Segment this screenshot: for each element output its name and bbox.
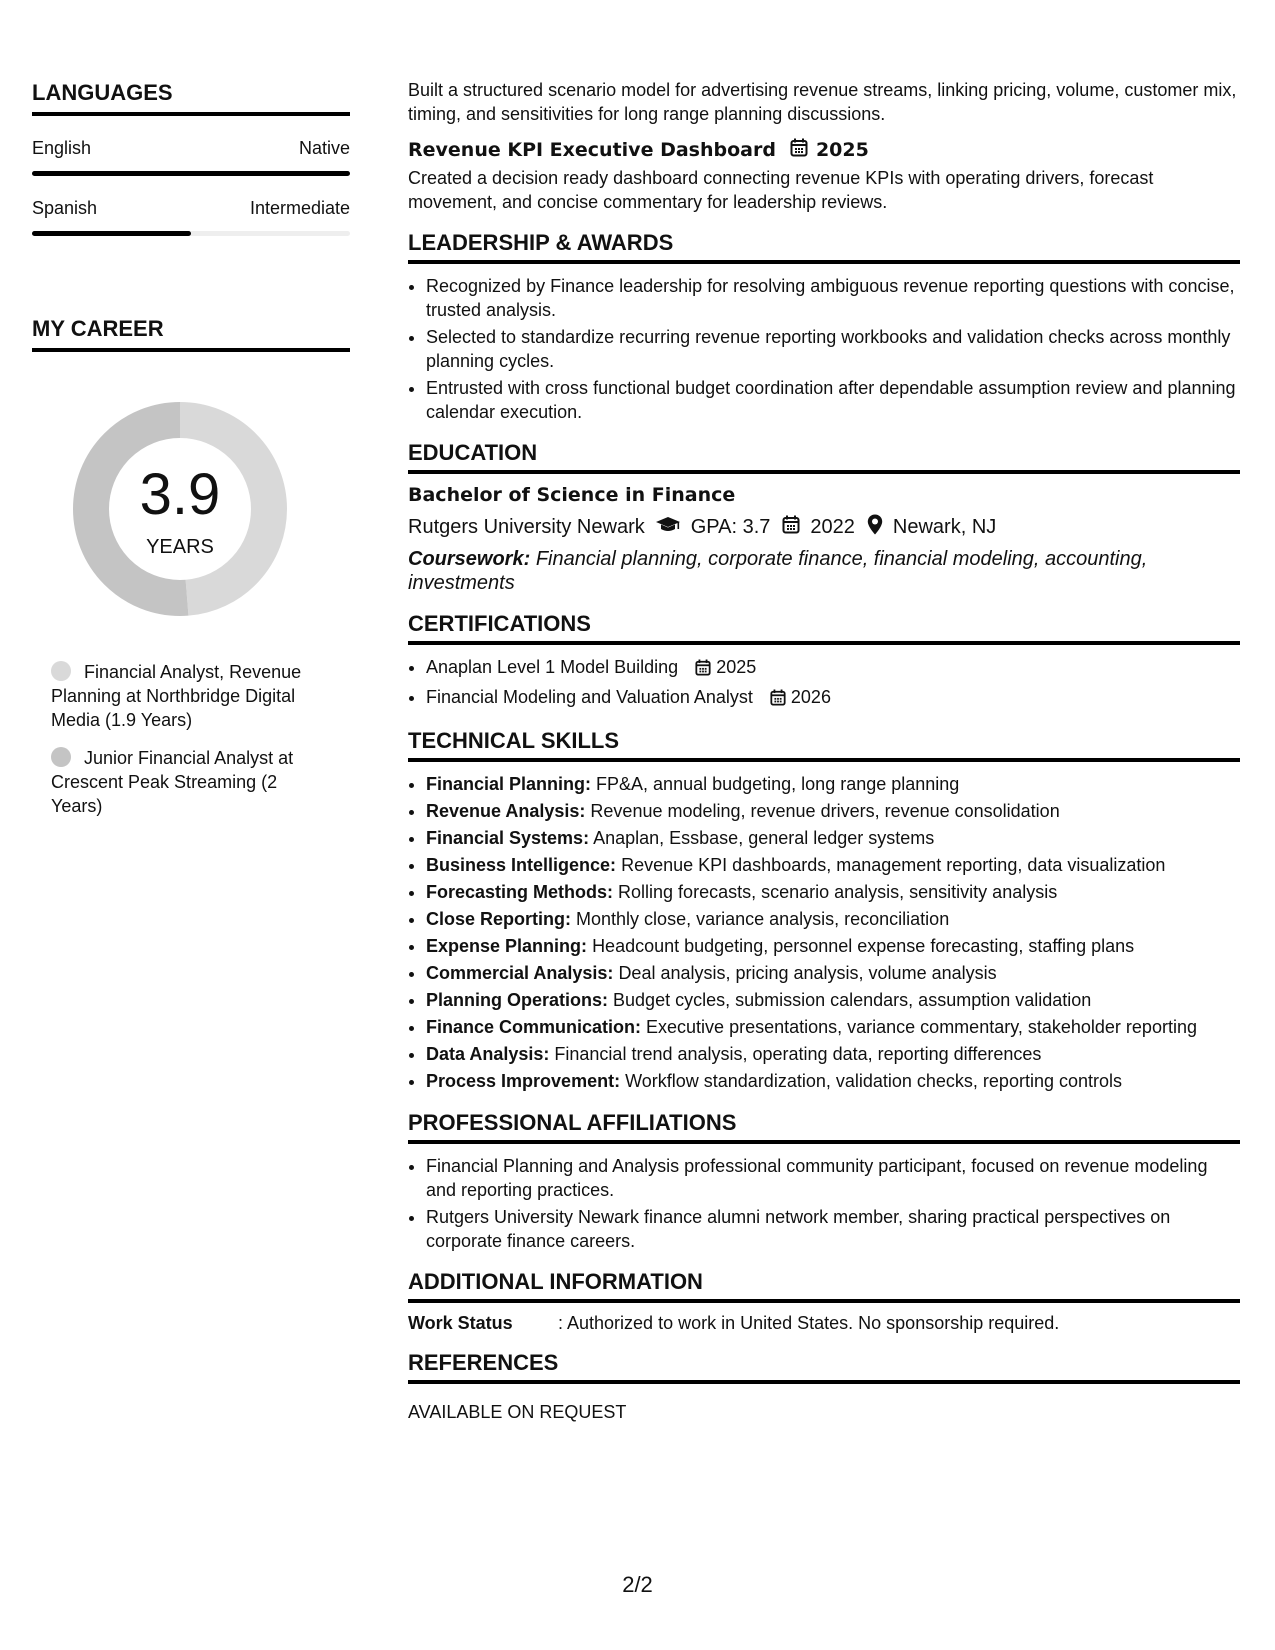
skill-value: FP&A, annual budgeting, long range planning: [596, 774, 960, 794]
skill-label: Business Intelligence:: [426, 855, 617, 875]
main-content: [408, 78, 1240, 1423]
skill-item: [426, 826, 1240, 851]
sidebar: [32, 80, 350, 832]
career-years-unit: YEARS: [146, 536, 214, 558]
skill-item: [426, 853, 1240, 878]
career-donut-chart: [65, 394, 295, 624]
education-details: [408, 514, 1240, 541]
leadership-list: [408, 274, 1240, 424]
project-description: Created a decision ready dashboard connecting revenue KPIs with operating drivers, forecast movement, and concise commentary for leadership reviews.: [408, 168, 1154, 212]
language-proficiency-bar: [32, 171, 350, 176]
skill-label: Commercial Analysis:: [426, 963, 614, 983]
career-legend: [51, 660, 350, 818]
skill-label: Finance Communication:: [426, 1017, 642, 1037]
skill-label: Forecasting Methods:: [426, 882, 614, 902]
skill-item: [426, 799, 1240, 824]
work-status-value: : Authorized to work in United States. No sponsorship required.: [558, 1313, 1060, 1333]
list-item: • Selected to standardize recurring revenue reporting workbooks and validation checks across monthly planning cycles.: [426, 325, 1240, 373]
project-description: Built a structured scenario model for advertising revenue streams, linking pricing, volume, customer mix, timing, and sensitivities for long range planning discussions.: [408, 80, 1237, 124]
list-item: [426, 655, 1240, 682]
language-level: Intermediate: [249, 198, 350, 218]
skill-item: [426, 880, 1240, 905]
certifications-heading: CERTIFICATIONS: [408, 611, 1240, 645]
gpa: GPA: 3.7: [690, 516, 771, 538]
skill-value: Workflow standardization, validation checks, reporting controls: [625, 1071, 1123, 1091]
skill-value: Financial trend analysis, operating data, reporting differences: [554, 1044, 1042, 1064]
certification-year: 2025: [716, 657, 757, 677]
skill-value: Executive presentations, variance commentary, stakeholder reporting: [646, 1017, 1197, 1037]
references-heading: REFERENCES: [408, 1350, 1240, 1384]
coursework: [408, 547, 1240, 595]
project-year: 2025: [815, 139, 869, 161]
graduation-cap-icon: [655, 516, 681, 540]
school-name: Rutgers University Newark: [408, 516, 645, 538]
degree-title: Bachelor of Science in Finance: [408, 484, 736, 506]
calendar-icon: [770, 688, 786, 712]
skill-value: Budget cycles, submission calendars, assumption validation: [613, 990, 1092, 1010]
skill-item: [426, 772, 1240, 797]
skill-value: Revenue modeling, revenue drivers, revenue consolidation: [590, 801, 1060, 821]
school-location: Newark, NJ: [892, 516, 997, 538]
skill-item: [426, 961, 1240, 986]
additional-info-heading: ADDITIONAL INFORMATION: [408, 1269, 1240, 1303]
language-proficiency-fill: [32, 231, 191, 236]
certification-year: 2026: [790, 687, 831, 707]
list-item: • Financial Planning and Analysis professional community participant, focused on revenue modeling and reporting practices.: [426, 1154, 1240, 1202]
work-status-label: Work Status: [408, 1313, 513, 1333]
language-proficiency-bar: [32, 231, 350, 236]
career-role: Junior Financial Analyst at Crescent Peak Streaming (2 Years): [51, 748, 294, 816]
list-item: • Entrusted with cross functional budget coordination after dependable assumption review and planning calendar execution.: [426, 376, 1240, 424]
calendar-icon: [790, 138, 808, 162]
skill-item: [426, 907, 1240, 932]
skill-label: Expense Planning:: [426, 936, 588, 956]
project-title-row: [408, 138, 1240, 162]
language-name: English: [32, 138, 92, 158]
calendar-icon: [782, 515, 800, 540]
list-item: • Recognized by Finance leadership for resolving ambiguous revenue reporting questions with concise, trusted analysis.: [426, 274, 1240, 322]
skill-item: [426, 1069, 1240, 1094]
skill-label: Close Reporting:: [426, 909, 572, 929]
leadership-heading: LEADERSHIP & AWARDS: [408, 230, 1240, 264]
career-legend-item: [51, 660, 321, 732]
career-legend-item: [51, 746, 321, 818]
skills-list: [408, 772, 1240, 1094]
skill-item: [426, 1042, 1240, 1067]
certification-name: Financial Modeling and Valuation Analyst: [426, 687, 753, 707]
career-heading: MY CAREER: [32, 316, 350, 352]
certifications-list: [408, 655, 1240, 712]
work-status-row: [408, 1313, 1240, 1334]
skill-label: Planning Operations:: [426, 990, 609, 1010]
language-level: Native: [298, 138, 350, 158]
references-text: AVAILABLE ON REQUEST: [408, 1402, 627, 1422]
skill-label: Revenue Analysis:: [426, 801, 586, 821]
skill-label: Process Improvement:: [426, 1071, 621, 1091]
skill-value: Revenue KPI dashboards, management reporting, data visualization: [621, 855, 1166, 875]
skill-value: Headcount budgeting, personnel expense forecasting, staffing plans: [592, 936, 1135, 956]
coursework-text: Financial planning, corporate finance, financial modeling, accounting, investments: [408, 548, 1148, 594]
languages-heading: LANGUAGES: [32, 80, 350, 116]
certification-name: Anaplan Level 1 Model Building: [426, 657, 679, 677]
skill-value: Rolling forecasts, scenario analysis, sensitivity analysis: [618, 882, 1058, 902]
skills-heading: TECHNICAL SKILLS: [408, 728, 1240, 762]
language-proficiency-fill: [32, 171, 350, 176]
skill-value: Anaplan, Essbase, general ledger systems: [593, 828, 935, 848]
list-item: [426, 685, 1240, 712]
career-role: Financial Analyst, Revenue Planning at Northbridge Digital Media (1.9 Years): [51, 662, 302, 730]
affiliations-list: [408, 1154, 1240, 1253]
education-heading: EDUCATION: [408, 440, 1240, 474]
skill-label: Data Analysis:: [426, 1044, 550, 1064]
project-title: Revenue KPI Executive Dashboard: [408, 139, 776, 161]
legend-dot: [51, 661, 71, 681]
legend-dot: [51, 747, 71, 767]
coursework-label: Coursework:: [408, 548, 531, 570]
affiliations-heading: PROFESSIONAL AFFILIATIONS: [408, 1110, 1240, 1144]
skill-value: Monthly close, variance analysis, reconciliation: [576, 909, 950, 929]
skill-item: [426, 1015, 1240, 1040]
career-total-years: 3.9: [139, 462, 221, 527]
list-item: • Rutgers University Newark finance alumni network member, sharing practical perspectives on corporate finance careers.: [426, 1205, 1240, 1253]
language-item: [32, 198, 350, 236]
language-name: Spanish: [32, 198, 98, 218]
skill-label: Financial Planning:: [426, 774, 592, 794]
map-pin-icon: [867, 514, 883, 541]
graduation-year: 2022: [810, 516, 855, 538]
skill-item: [426, 934, 1240, 959]
language-item: [32, 138, 350, 176]
page-number: 2/2: [622, 1572, 653, 1597]
skill-label: Financial Systems:: [426, 828, 590, 848]
skill-value: Deal analysis, pricing analysis, volume analysis: [618, 963, 997, 983]
skill-item: [426, 988, 1240, 1013]
calendar-icon: [695, 658, 711, 682]
